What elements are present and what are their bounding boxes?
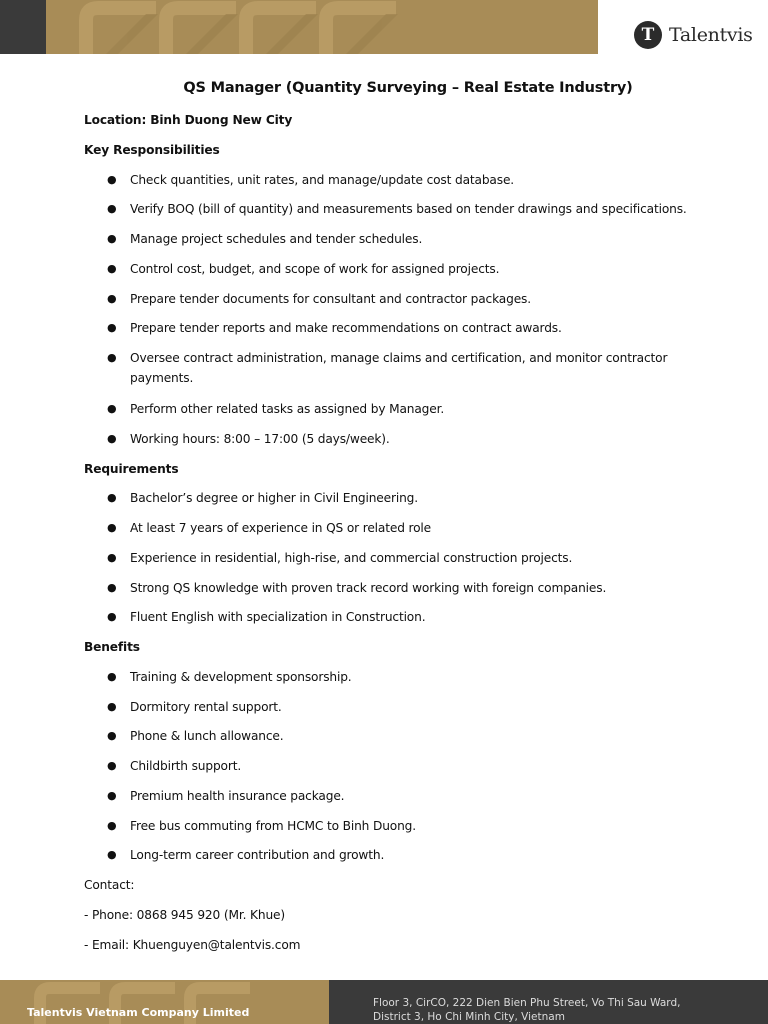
list-item (84, 695, 724, 725)
address-line-1: Floor 3, CirCO, 222 Dien Bien Phu Street, Vo Thi Sau Ward, (373, 997, 681, 1009)
contact-phone: - Phone: 0868 945 920 (Mr. Khue) (84, 907, 285, 922)
bullet-icon: ● (107, 788, 117, 802)
bullet-icon: ● (107, 550, 117, 564)
list-item (84, 605, 724, 635)
list-item (84, 397, 724, 427)
list-item (84, 257, 724, 287)
list-item (84, 316, 724, 346)
list-item (84, 516, 724, 546)
list-item (84, 754, 724, 784)
contact-heading: Contact: (84, 878, 135, 892)
footer-band (0, 980, 768, 1024)
list-item-text: Manage project schedules and tender schedules. (130, 232, 423, 246)
list-item-text: Premium health insurance package. (130, 788, 345, 803)
bullet-icon: ● (107, 521, 117, 534)
list-item-text: Childbirth support. (130, 759, 242, 773)
logo-mark-icon: T (634, 21, 662, 49)
bullet-icon: ● (107, 321, 117, 335)
bullet-icon: ● (107, 491, 117, 505)
location: Location: Binh Duong New City (84, 113, 293, 127)
list-item (84, 427, 724, 457)
bullet-icon: ● (107, 351, 117, 364)
bullet-icon: ● (107, 172, 117, 186)
list-item-text: At least 7 years of experience in QS or related role (130, 521, 432, 535)
list-item (84, 814, 724, 844)
header-gold-pattern (46, 0, 598, 54)
list-item (84, 784, 724, 814)
bullet-icon: ● (107, 699, 117, 713)
list-item-text: Free bus commuting from HCMC to Binh Duong. (130, 818, 416, 833)
bullet-icon: ● (107, 610, 117, 624)
list-item-text: Prepare tender reports and make recommendations on contract awards. (130, 321, 562, 336)
talentvis-logo (634, 20, 753, 50)
header-dark-block (0, 0, 46, 54)
bullet-icon: ● (107, 431, 117, 445)
list-item-text: Perform other related tasks as assigned by Manager. (130, 402, 445, 416)
bullet-icon: ● (107, 729, 117, 743)
list-item (84, 227, 724, 257)
header-band (0, 0, 768, 54)
list-item-text: Verify BOQ (bill of quantity) and measurements based on tender drawings and specifications. (130, 202, 687, 217)
bullet-icon: ● (107, 202, 117, 216)
job-title: QS Manager (Quantity Surveying – Real Estate Industry) (183, 80, 633, 96)
bullet-icon: ● (107, 261, 117, 275)
list-item-text: Phone & lunch allowance. (130, 729, 284, 744)
bullet-icon: ● (107, 818, 117, 832)
list-item-text: Control cost, budget, and scope of work for assigned projects. (130, 261, 500, 276)
benefits-heading: Benefits (84, 640, 140, 654)
logo-wordmark: Talentvis (669, 24, 753, 46)
bullet-icon: ● (107, 232, 117, 245)
list-item (84, 287, 724, 317)
address-line-2: District 3, Ho Chi Minh City, Vietnam (373, 1011, 565, 1023)
bullet-icon: ● (107, 291, 117, 305)
header-pattern-graphic (46, 0, 598, 54)
list-item (84, 486, 724, 516)
list-item-text: Experience in residential, high-rise, and commercial construction projects. (130, 550, 573, 565)
requirements-heading: Requirements (84, 461, 179, 476)
list-item (84, 665, 724, 695)
list-item (84, 724, 724, 754)
bullet-icon: ● (107, 669, 117, 683)
responsibilities-heading: Key Responsibilities (84, 142, 220, 157)
list-item (84, 546, 724, 576)
list-item (84, 843, 724, 873)
company-address (373, 996, 680, 1024)
list-item (84, 168, 724, 198)
list-item (84, 576, 724, 606)
company-name: Talentvis Vietnam Company Limited (27, 1006, 250, 1019)
list-item-text: Check quantities, unit rates, and manage/update cost database. (130, 172, 515, 187)
job-description-body (84, 108, 724, 962)
contact-email[interactable]: - Email: Khuenguyen@talentvis.com (84, 937, 301, 952)
list-item (84, 197, 724, 227)
list-item-text: Dormitory rental support. (130, 699, 282, 714)
list-item-text: Working hours: 8:00 – 17:00 (5 days/week). (130, 431, 390, 446)
list-item-text: Long-term career contribution and growth. (130, 848, 385, 863)
list-item (84, 346, 714, 397)
bullet-icon: ● (107, 402, 117, 415)
bullet-icon: ● (107, 580, 117, 594)
list-item-text: Strong QS knowledge with proven track record working with foreign companies. (130, 580, 607, 595)
list-item-text: Oversee contract administration, manage claims and certification, and monitor contractor payments. (130, 351, 668, 385)
bullet-icon: ● (107, 759, 117, 772)
list-item-text: Bachelor’s degree or higher in Civil Engineering. (130, 491, 418, 506)
list-item-text: Training & development sponsorship. (130, 669, 352, 684)
list-item-text: Prepare tender documents for consultant and contractor packages. (130, 291, 531, 306)
list-item-text: Fluent English with specialization in Construction. (130, 610, 426, 625)
bullet-icon: ● (107, 848, 117, 862)
